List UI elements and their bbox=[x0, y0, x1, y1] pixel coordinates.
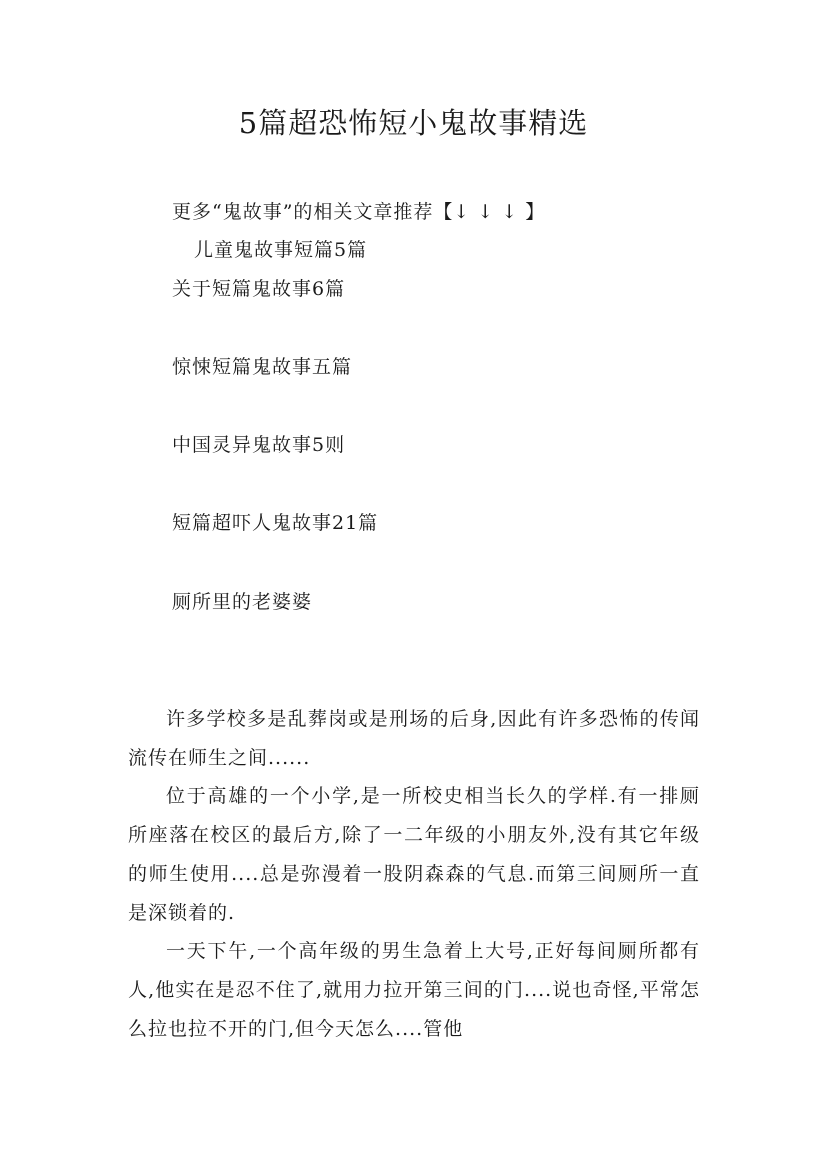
page-title: 5篇超恐怖短小鬼故事精选 bbox=[238, 106, 589, 140]
related-article-link[interactable]: 关于短篇鬼故事6篇 bbox=[172, 278, 346, 300]
related-article-link[interactable]: 儿童鬼故事短篇5篇 bbox=[194, 239, 368, 261]
related-articles-header: 更多“鬼故事”的相关文章推荐【↓ ↓ ↓ 】 bbox=[172, 201, 546, 223]
related-article-link[interactable]: 惊悚短篇鬼故事五篇 bbox=[172, 356, 353, 378]
story-body bbox=[128, 700, 700, 1048]
story-paragraph: 许多学校多是乱葬岗或是刑场的后身,因此有许多恐怖的传闻流传在师生之间...... bbox=[128, 708, 700, 769]
related-article-link[interactable]: 短篇超吓人鬼故事21篇 bbox=[172, 512, 379, 534]
story-title: 厕所里的老婆婆 bbox=[172, 591, 313, 613]
story-paragraph: 一天下午,一个高年级的男生急着上大号,正好每间厕所都有人,他实在是忍不住了,就用力拉开第三间的门....说也奇怪,平常怎么拉也拉不开的门,但今天怎么....管他 bbox=[128, 940, 700, 1040]
related-article-link[interactable]: 中国灵异鬼故事5则 bbox=[172, 434, 346, 456]
story-paragraph: 位于高雄的一个小学,是一所校史相当长久的学样.有一排厕所座落在校区的最后方,除了一二年级的小朋友外,没有其它年级的师生使用....总是弥漫着一股阴森森的气息.而第三间厕所一直是深锁着的. bbox=[128, 785, 700, 924]
